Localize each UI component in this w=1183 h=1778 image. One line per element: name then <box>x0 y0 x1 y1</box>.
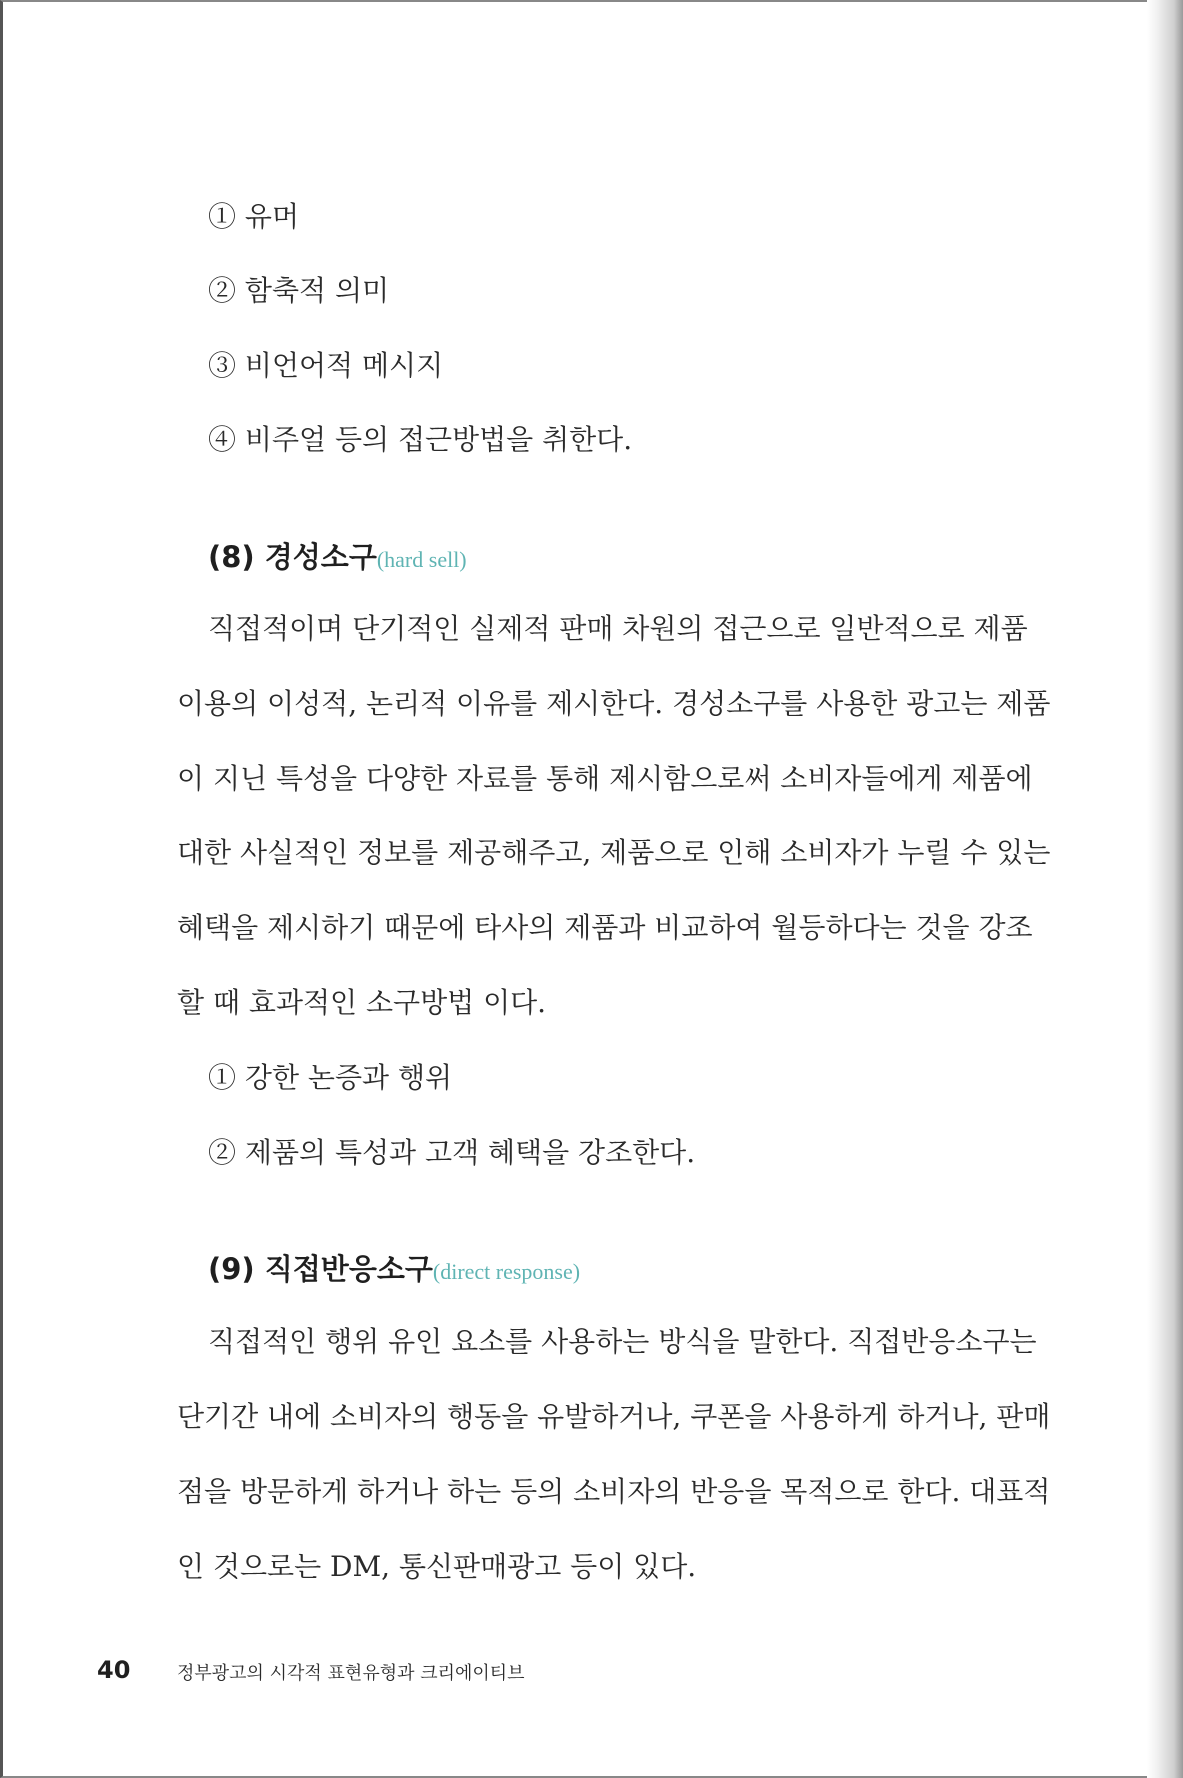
page-edge-shadow <box>1147 0 1183 1778</box>
running-footer-title: 정부광고의 시각적 표현유형과 크리에이티브 <box>177 1663 525 1684</box>
section-title-english: (hard sell) <box>376 547 467 572</box>
paragraph-line: 단기간 내에 소비자의 행동을 유발하거나, 쿠폰을 사용하게 하거나, 판매 <box>177 1400 1051 1433</box>
section-heading-hard-sell <box>208 539 467 578</box>
page-number: 40 <box>97 1656 131 1684</box>
list-item-visual: ④ 비주얼 등의 접근방법을 취한다. <box>208 423 633 456</box>
list-item-humor: ① 유머 <box>208 200 299 233</box>
list-item-implication: ② 함축적 의미 <box>208 274 390 307</box>
paragraph-line: 직접적이며 단기적인 실제적 판매 차원의 접근으로 일반적으로 제품 <box>208 612 1028 645</box>
list-item-nonverbal: ③ 비언어적 메시지 <box>208 349 444 382</box>
paragraph-line: 이 지닌 특성을 다양한 자료를 통해 제시함으로써 소비자들에게 제품에 <box>177 762 1033 795</box>
list-item-benefit: ② 제품의 특성과 고객 혜택을 강조한다. <box>208 1136 696 1169</box>
list-item-argument: ① 강한 논증과 행위 <box>208 1061 453 1094</box>
paragraph-line: 이용의 이성적, 논리적 이유를 제시한다. 경성소구를 사용한 광고는 제품 <box>177 687 1051 720</box>
section-title: (8) 경성소구 <box>208 540 377 574</box>
section-title: (9) 직접반응소구 <box>208 1252 433 1286</box>
paragraph-line: 직접적인 행위 유인 요소를 사용하는 방식을 말한다. 직접반응소구는 <box>208 1325 1037 1358</box>
section-title-english: (direct response) <box>432 1259 581 1284</box>
paragraph-line: 할 때 효과적인 소구방법 이다. <box>177 986 547 1019</box>
paragraph-line: 인 것으로는 DM, 통신판매광고 등이 있다. <box>177 1550 697 1583</box>
paragraph-line: 혜택을 제시하기 때문에 타사의 제품과 비교하여 월등하다는 것을 강조 <box>177 911 1033 944</box>
paragraph-line: 대한 사실적인 정보를 제공해주고, 제품으로 인해 소비자가 누릴 수 있는 <box>177 836 1051 869</box>
section-heading-direct-response <box>208 1251 580 1290</box>
paragraph-line: 점을 방문하게 하거나 하는 등의 소비자의 반응을 목적으로 한다. 대표적 <box>177 1475 1051 1508</box>
